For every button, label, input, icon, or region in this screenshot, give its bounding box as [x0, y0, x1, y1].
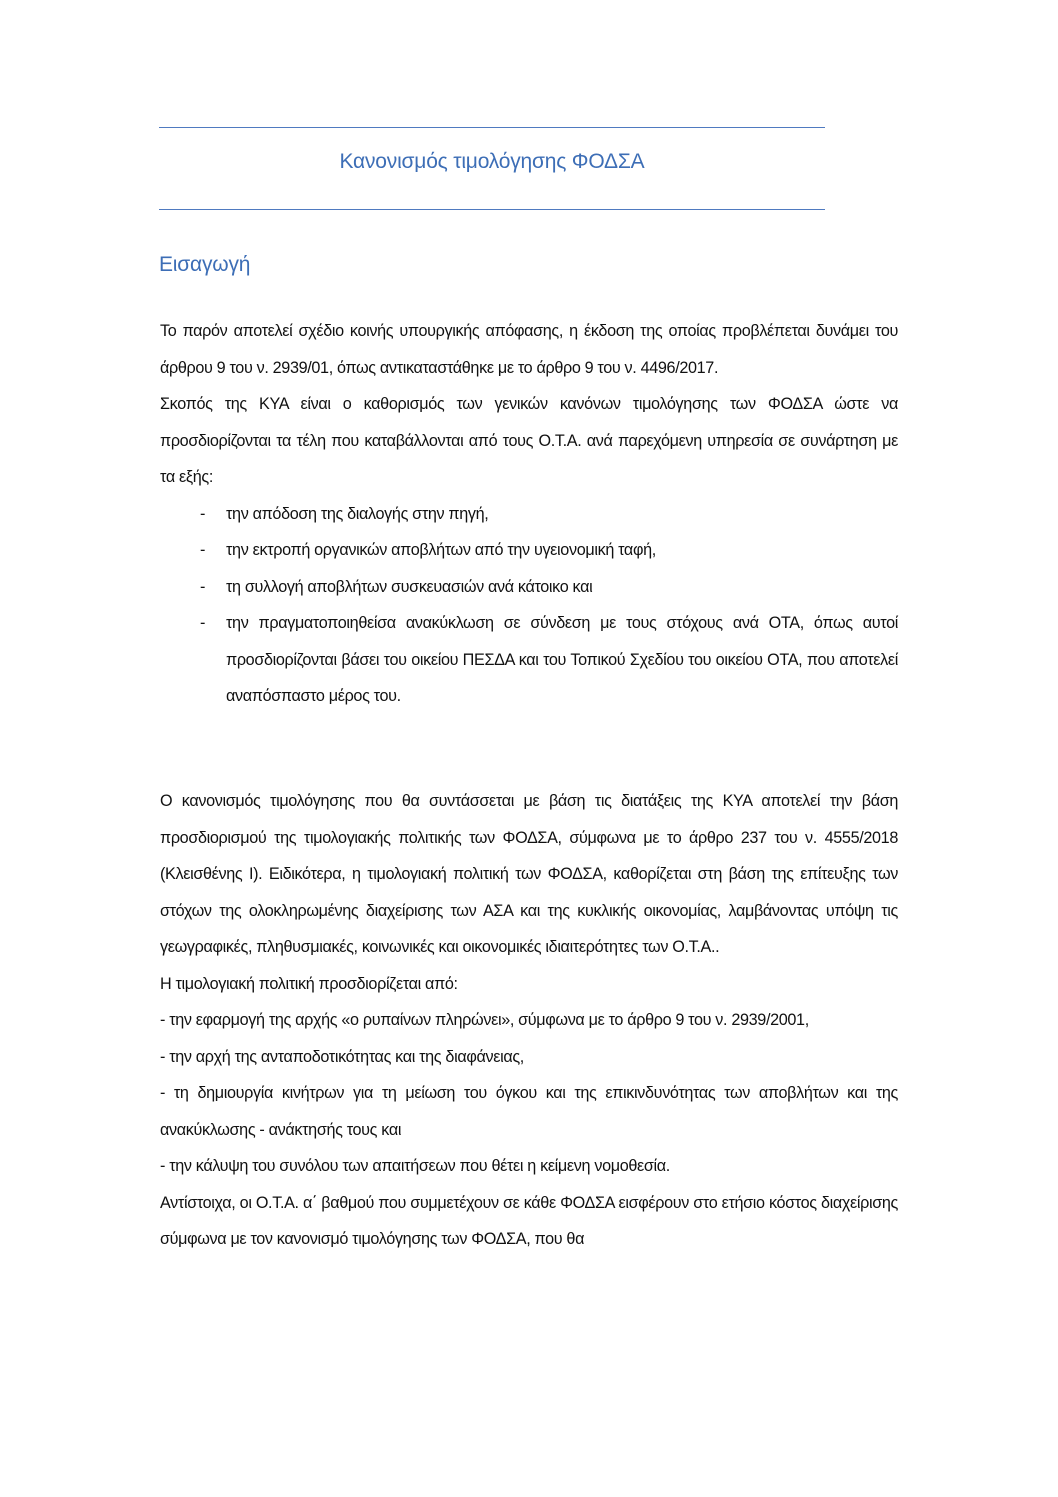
document-title: Κανονισμός τιμολόγησης ΦΟΔΣΑ	[339, 150, 645, 173]
intro-paragraph: Το παρόν αποτελεί σχέδιο κοινής υπουργικής απόφασης, η έκδοση της οποίας προβλέπεται δυνάμει του άρθρου 9 του ν. 2939/01, όπως αντικαταστάθηκε με το άρθρο 9 του ν. 4496/2017.	[160, 322, 898, 377]
list-item	[160, 496, 898, 533]
section-heading: Εισαγωγή	[159, 253, 251, 276]
list-item-text: την πραγματοποιηθείσα ανακύκλωση σε σύνδεση με τους στόχους ανά ΟΤΑ, όπως αυτοί προσδιορίζονται βάσει του οικείου ΠΕΣΔΑ και του Τοπικού Σχεδίου του οικείου ΟΤΑ, που αποτελεί αναπόσπαστο μέρος του.	[226, 614, 898, 705]
policy-paragraph: Η τιμολογιακή πολιτική προσδιορίζεται από:	[160, 974, 458, 993]
bullet-dash: -	[200, 577, 206, 596]
list-item-text: τη συλλογή αποβλήτων συσκευασιών ανά κάτοικο και	[226, 577, 593, 596]
intro-paragraph: Σκοπός της ΚΥΑ είναι ο καθορισμός των γενικών κανόνων τιμολόγησης των ΦΟΔΣΑ ώστε να προσδιορίζονται τα τέλη που καταβάλλονται από τους Ο.Τ.Α. ανά παρεχόμενη υπηρεσία σε συνάρτηση με τα εξής:	[160, 395, 898, 486]
policy-paragraph: - τη δημιουργία κινήτρων για τη μείωση του όγκου και της επικινδυνότητας των αποβλήτων και της ανακύκλωσης - ανάκτησής τους και	[160, 1084, 898, 1139]
list-item	[160, 532, 898, 569]
list-item-text: την απόδοση της διαλογής στην πηγή,	[226, 504, 489, 523]
policy-section	[160, 783, 898, 1258]
list-item-text: την εκτροπή οργανικών αποβλήτων από την υγειονομική ταφή,	[226, 541, 656, 559]
policy-paragraph: - την κάλυψη του συνόλου των απαιτήσεων που θέτει η κείμενη νομοθεσία.	[160, 1157, 670, 1175]
intro-section	[160, 313, 898, 715]
list-item	[160, 605, 898, 715]
criteria-list	[160, 496, 898, 715]
policy-paragraph: Αντίστοιχα, οι Ο.Τ.Α. α΄ βαθμού που συμμετέχουν σε κάθε ΦΟΔΣΑ εισφέρουν στο ετήσιο κόστος διαχείρισης σύμφωνα με τον κανονισμό τιμολόγησης των ΦΟΔΣΑ, που θα	[160, 1193, 898, 1248]
bullet-dash: -	[200, 614, 206, 632]
policy-paragraph: - την αρχή της ανταποδοτικότητας και της διαφάνειας,	[160, 1047, 524, 1066]
policy-paragraph: - την εφαρμογή της αρχής «ο ρυπαίνων πληρώνει», σύμφωνα με το άρθρο 9 του ν. 2939/2001,	[160, 1011, 809, 1029]
list-item	[160, 569, 898, 606]
policy-paragraph: Ο κανονισμός τιμολόγησης που θα συντάσσεται με βάση τις διατάξεις της ΚΥΑ αποτελεί την βάση προσδιορισμού της τιμολογιακής πολιτικής των ΦΟΔΣΑ, σύμφωνα με το άρθρο 237 του ν. 4555/2018 (Κλεισθένης Ι). Ειδικότερα, η τιμολογιακή πολιτική των ΦΟΔΣΑ, καθορίζεται στη βάση της επίτευξης των στόχων της ολοκληρωμένης διαχείρισης των ΑΣΑ και της κυκλικής οικονομίας, λαμβάνοντας υπόψη τις γεωγραφικές, πληθυσμιακές, κοινωνικές και οικονομικές ιδιαιτερότητες των Ο.Τ.Α..	[160, 792, 898, 956]
bullet-dash: -	[200, 504, 206, 523]
title-top-rule	[159, 127, 825, 128]
bullet-dash: -	[200, 541, 206, 559]
title-bottom-rule	[159, 209, 825, 210]
